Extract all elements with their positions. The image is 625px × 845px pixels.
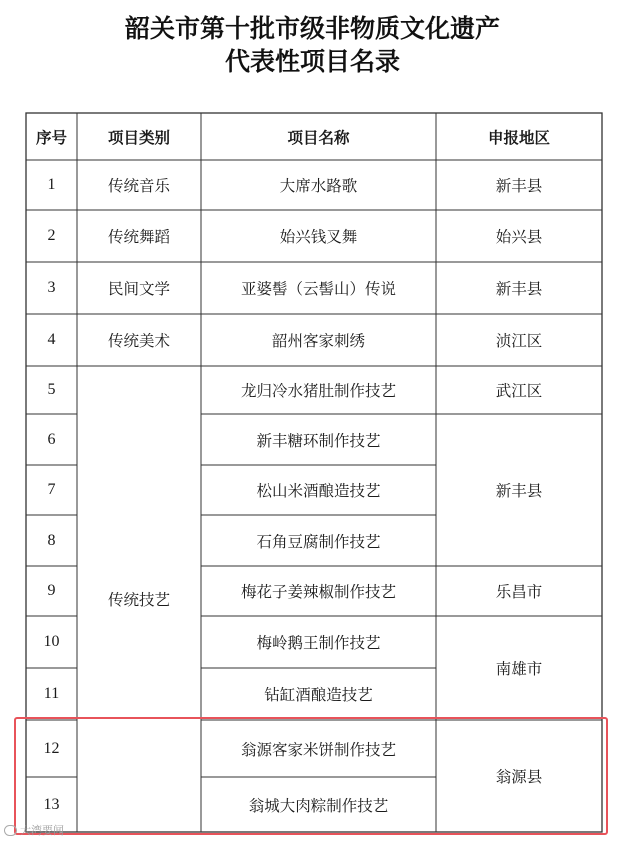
row-no: 11 xyxy=(43,685,60,702)
row-no: 5 xyxy=(47,381,56,398)
region-cell: 武江区 xyxy=(495,382,543,400)
project-name: 韶州客家刺绣 xyxy=(271,332,365,350)
header-category: 项目类别 xyxy=(107,128,170,147)
document-title-line2: 代表性项目名录 xyxy=(224,47,400,76)
region-cell-merged: 南雄市 xyxy=(495,660,543,678)
region-cell: 乐昌市 xyxy=(495,583,543,601)
region-cell: 浈江区 xyxy=(495,332,543,350)
project-name: 梅花子姜辣椒制作技艺 xyxy=(240,583,396,601)
region-cell-merged: 新丰县 xyxy=(495,482,543,500)
project-name: 亚婆髻（云髻山）传说 xyxy=(240,280,396,298)
row-no: 12 xyxy=(43,739,60,757)
document-title-line1: 韶关市第十批市级非物质文化遗产 xyxy=(124,14,500,43)
project-name: 翁城大肉粽制作技艺 xyxy=(248,796,389,815)
row-no: 1 xyxy=(47,176,56,193)
project-name: 梅岭鹅王制作技艺 xyxy=(256,634,381,652)
project-name: 始兴钱叉舞 xyxy=(279,228,358,246)
row-no: 6 xyxy=(47,430,56,448)
category-cell: 传统舞蹈 xyxy=(107,228,170,246)
chat-bubble-icon xyxy=(4,825,17,836)
project-name: 钻缸酒酿造技艺 xyxy=(264,686,373,704)
region-cell: 新丰县 xyxy=(495,280,543,298)
header-region: 申报地区 xyxy=(487,128,550,147)
watermark-text: 大湾要闻 xyxy=(20,824,64,837)
row-no: 8 xyxy=(47,531,56,549)
row-no: 13 xyxy=(43,795,60,813)
row-no: 7 xyxy=(47,481,56,498)
project-name: 石角豆腐制作技艺 xyxy=(256,532,381,551)
region-cell: 新丰县 xyxy=(495,177,543,195)
row-no: 2 xyxy=(47,227,56,244)
project-name: 翁源客家米饼制作技艺 xyxy=(240,740,396,759)
row-no: 10 xyxy=(43,633,60,650)
category-cell-merged: 传统技艺 xyxy=(107,591,170,609)
row-no: 3 xyxy=(47,279,56,296)
project-name: 松山米酒酿造技艺 xyxy=(256,482,381,500)
category-cell: 民间文学 xyxy=(107,280,170,298)
category-cell: 传统音乐 xyxy=(107,177,170,195)
row-no: 9 xyxy=(47,582,56,599)
highlight-box xyxy=(14,717,608,835)
region-cell-merged: 翁源县 xyxy=(495,768,543,786)
project-name: 新丰糖环制作技艺 xyxy=(256,431,381,450)
watermark xyxy=(4,822,64,838)
row-no: 4 xyxy=(47,331,56,348)
project-name: 大席水路歌 xyxy=(279,177,358,195)
region-cell: 始兴县 xyxy=(495,228,543,246)
header-no: 序号 xyxy=(35,128,67,147)
category-cell: 传统美术 xyxy=(107,332,170,350)
project-name: 龙归冷水猪肚制作技艺 xyxy=(240,382,396,400)
header-name: 项目名称 xyxy=(287,128,350,147)
